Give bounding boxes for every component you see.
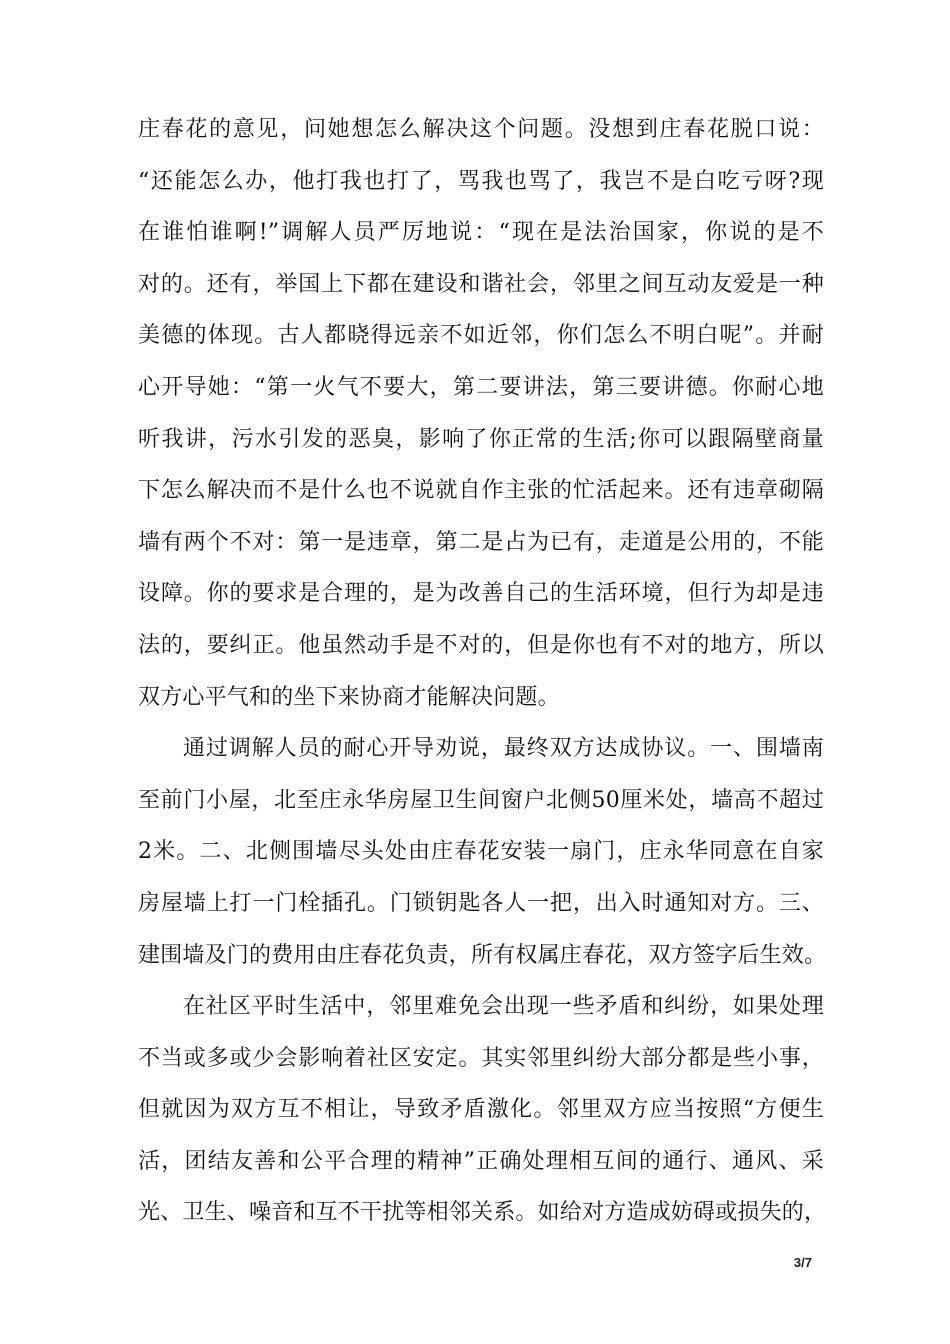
text-line: 听我讲，污水引发的恶臭，影响了你正常的生活;你可以跟隔壁商量: [138, 426, 824, 452]
body-text: [138, 112, 827, 1247]
text-line: 房屋墙上打一门栓插孔。门锁钥匙各人一把，出入时通知对方。三、: [138, 890, 824, 916]
paragraph-1: [138, 112, 824, 731]
text-line: 美德的体现。古人都晓得远亲不如近邻，你们怎么不明白呢”。并耐: [138, 323, 824, 349]
text-line: “还能怎么办，他打我也打了，骂我也骂了，我岂不是白吃亏呀?现: [138, 168, 824, 194]
paragraph-2: [138, 731, 827, 989]
text-line: 通过调解人员的耐心开导劝说，最终双方达成协议。一、围墙南: [183, 736, 824, 762]
text-line: 活，团结友善和公平合理的精神”正确处理相互间的通行、通风、采: [138, 1148, 824, 1174]
text-line: 建围墙及门的费用由庄春花负责，所有权属庄春花，双方签字后生效。: [138, 942, 827, 968]
text-line: 墙有两个不对：第一是违章，第二是占为已有，走道是公用的，不能: [138, 529, 824, 555]
text-line: 对的。还有，举国上下都在建设和谐社会，邻里之间互动友爱是一种: [138, 271, 824, 297]
text-line: 光、卫生、噪音和互不干扰等相邻关系。如给对方造成妨碍或损失的，: [138, 1200, 827, 1226]
text-line: 不当或多或少会影响着社区安定。其实邻里纠纷大部分都是些小事，: [138, 1045, 824, 1071]
text-line: 下怎么解决而不是什么也不说就自作主张的忙活起来。还有违章砌隔: [138, 478, 824, 504]
text-line: 但就因为双方互不相让，导致矛盾激化。邻里双方应当按照“方便生: [138, 1097, 824, 1123]
paragraph-3: [138, 989, 827, 1247]
text-line: 法的，要纠正。他虽然动手是不对的，但是你也有不对的地方，所以: [138, 632, 824, 658]
text-line: 双方心平气和的坐下来协商才能解决问题。: [138, 684, 560, 710]
page-number: 3/7: [793, 1255, 812, 1270]
text-line: 在谁怕谁啊!”调解人员严厉地说：“现在是法治国家，你说的是不: [138, 220, 824, 246]
text-line: 在社区平时生活中，邻里难免会出现一些矛盾和纠纷，如果处理: [183, 994, 824, 1020]
text-line: 设障。你的要求是合理的，是为改善自己的生活环境，但行为却是违: [138, 581, 824, 607]
text-line: 庄春花的意见，问她想怎么解决这个问题。没想到庄春花脱口说：: [138, 117, 824, 142]
text-line: 至前门小屋，北至庄永华房屋卫生间窗户北侧50厘米处，墙高不超过: [138, 787, 824, 813]
text-line: 2米。二、北侧围墙尽头处由庄春花安装一扇门，庄永华同意在自家: [138, 839, 824, 865]
text-line: 心开导她：“第一火气不要大，第二要讲法，第三要讲德。你耐心地: [138, 374, 824, 400]
